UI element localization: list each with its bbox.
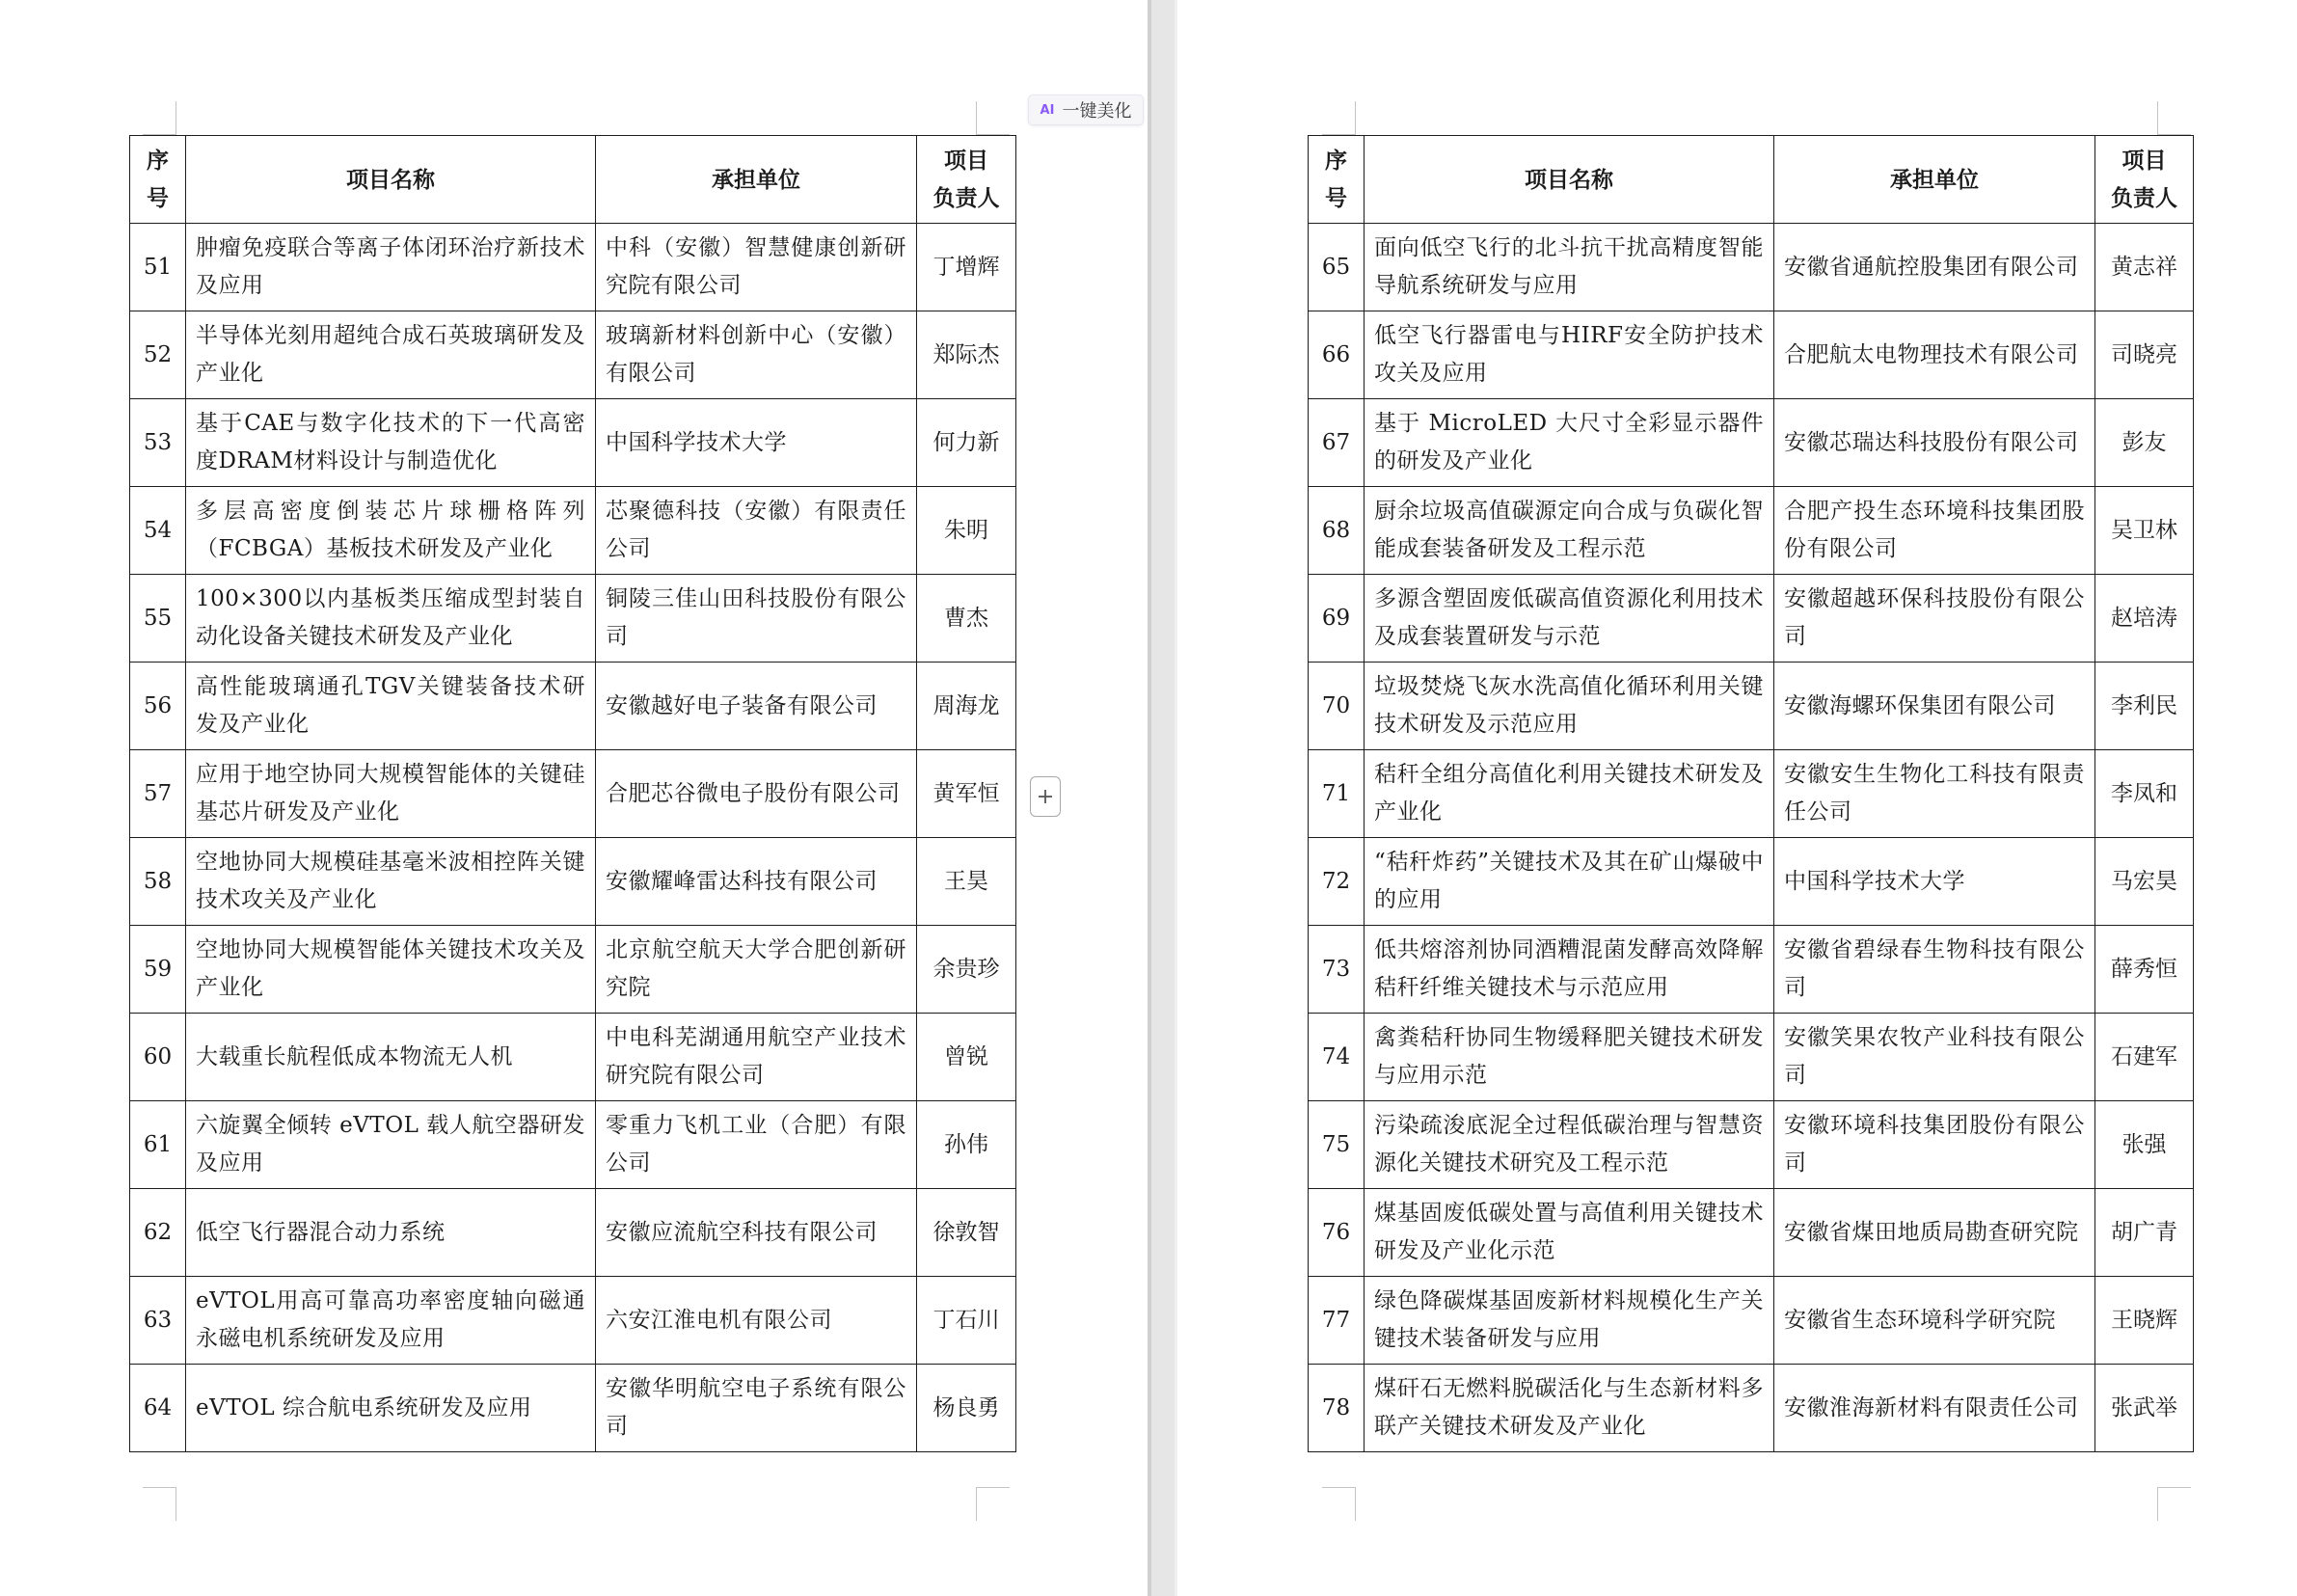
row-number: 69: [1309, 575, 1365, 663]
row-number: 63: [130, 1277, 186, 1365]
project-name-cell: 煤基固废低碳处置与高值利用关键技术研发及产业化示范: [1365, 1189, 1774, 1277]
row-number: 65: [1309, 224, 1365, 311]
add-row-button[interactable]: [1030, 776, 1061, 817]
table-row: [1309, 1101, 2194, 1189]
leader-cell: 李利民: [2095, 663, 2194, 750]
organization-cell: 安徽省通航控股集团有限公司: [1774, 224, 2095, 311]
row-number: 66: [1309, 311, 1365, 399]
header-project-name: 项目名称: [1365, 136, 1774, 224]
project-name-cell: 污染疏浚底泥全过程低碳治理与智慧资源化关键技术研究及工程示范: [1365, 1101, 1774, 1189]
row-number: 64: [130, 1365, 186, 1452]
organization-cell: 安徽环境科技集团股份有限公司: [1774, 1101, 2095, 1189]
table-row: [130, 487, 1016, 575]
leader-cell: 胡广青: [2095, 1189, 2194, 1277]
organization-cell: 安徽海螺环保集团有限公司: [1774, 663, 2095, 750]
row-number: 61: [130, 1101, 186, 1189]
header-index: 序 号: [1309, 136, 1365, 224]
table-header-row: [1309, 136, 2194, 224]
row-number: 60: [130, 1014, 186, 1101]
project-name-cell: 禽粪秸秆协同生物缓释肥关键技术研发与应用示范: [1365, 1014, 1774, 1101]
page-corner-mark: [143, 1487, 176, 1521]
row-number: 74: [1309, 1014, 1365, 1101]
organization-cell: 中科（安徽）智慧健康创新研究院有限公司: [596, 224, 917, 311]
table-row: [1309, 1277, 2194, 1365]
header-organization: 承担单位: [1774, 136, 2095, 224]
row-number: 55: [130, 575, 186, 663]
organization-cell: 安徽笑果农牧产业科技有限公司: [1774, 1014, 2095, 1101]
organization-cell: 合肥航太电物理技术有限公司: [1774, 311, 2095, 399]
organization-cell: 安徽芯瑞达科技股份有限公司: [1774, 399, 2095, 487]
project-name-cell: 基于 MicroLED 大尺寸全彩显示器件的研发及产业化: [1365, 399, 1774, 487]
organization-cell: 安徽淮海新材料有限责任公司: [1774, 1365, 2095, 1452]
header-organization: 承担单位: [596, 136, 917, 224]
leader-cell: 丁石川: [917, 1277, 1016, 1365]
row-number: 56: [130, 663, 186, 750]
leader-cell: 赵培涛: [2095, 575, 2194, 663]
project-name-cell: 秸秆全组分高值化利用关键技术研发及产业化: [1365, 750, 1774, 838]
row-number: 53: [130, 399, 186, 487]
table-row: [130, 575, 1016, 663]
row-number: 52: [130, 311, 186, 399]
project-name-cell: 应用于地空协同大规模智能体的关键硅基芯片研发及产业化: [186, 750, 596, 838]
project-name-cell: 面向低空飞行的北斗抗干扰高精度智能导航系统研发与应用: [1365, 224, 1774, 311]
leader-cell: 黄军恒: [917, 750, 1016, 838]
table-row: [1309, 1189, 2194, 1277]
organization-cell: 安徽超越环保科技股份有限公司: [1774, 575, 2095, 663]
table-row: [130, 1014, 1016, 1101]
organization-cell: 安徽省碧绿春生物科技有限公司: [1774, 926, 2095, 1014]
organization-cell: 零重力飞机工业（合肥）有限公司: [596, 1101, 917, 1189]
organization-cell: 中国科学技术大学: [1774, 838, 2095, 926]
leader-cell: 孙伟: [917, 1101, 1016, 1189]
organization-cell: 安徽华明航空电子系统有限公司: [596, 1365, 917, 1452]
table-row: [130, 838, 1016, 926]
row-number: 51: [130, 224, 186, 311]
project-table-right: [1308, 135, 2194, 1452]
table-row: [1309, 311, 2194, 399]
organization-cell: 安徽应流航空科技有限公司: [596, 1189, 917, 1277]
row-number: 76: [1309, 1189, 1365, 1277]
ai-icon: AI: [1040, 102, 1055, 118]
leader-cell: 徐敦智: [917, 1189, 1016, 1277]
organization-cell: 合肥芯谷微电子股份有限公司: [596, 750, 917, 838]
header-leader: 项目 负责人: [2095, 136, 2194, 224]
table-row: [130, 750, 1016, 838]
page-corner-mark: [143, 101, 176, 135]
organization-cell: 铜陵三佳山田科技股份有限公司: [596, 575, 917, 663]
table-row: [1309, 224, 2194, 311]
organization-cell: 安徽省生态环境科学研究院: [1774, 1277, 2095, 1365]
page-corner-mark: [2157, 101, 2191, 135]
page-corner-mark: [2157, 1487, 2191, 1521]
table-row: [130, 311, 1016, 399]
project-name-cell: 垃圾焚烧飞灰水洗高值化循环利用关键技术研发及示范应用: [1365, 663, 1774, 750]
organization-cell: 中电科芜湖通用航空产业技术研究院有限公司: [596, 1014, 917, 1101]
project-table-left: [129, 135, 1016, 1452]
table-row: [1309, 1014, 2194, 1101]
header-project-name: 项目名称: [186, 136, 596, 224]
table-header-row: [130, 136, 1016, 224]
header-leader: 项目 负责人: [917, 136, 1016, 224]
organization-cell: 安徽省煤田地质局勘查研究院: [1774, 1189, 2095, 1277]
project-name-cell: 基于CAE与数字化技术的下一代高密度DRAM材料设计与制造优化: [186, 399, 596, 487]
project-name-cell: 多源含塑固废低碳高值资源化利用技术及成套装置研发与示范: [1365, 575, 1774, 663]
organization-cell: 安徽安生生物化工科技有限责任公司: [1774, 750, 2095, 838]
leader-cell: 张武举: [2095, 1365, 2194, 1452]
page-corner-mark: [1322, 101, 1356, 135]
row-number: 72: [1309, 838, 1365, 926]
project-name-cell: 煤矸石无燃料脱碳活化与生态新材料多联产关键技术研发及产业化: [1365, 1365, 1774, 1452]
project-name-cell: 空地协同大规模硅基毫米波相控阵关键技术攻关及产业化: [186, 838, 596, 926]
row-number: 70: [1309, 663, 1365, 750]
row-number: 58: [130, 838, 186, 926]
organization-cell: 中国科学技术大学: [596, 399, 917, 487]
organization-cell: 六安江淮电机有限公司: [596, 1277, 917, 1365]
leader-cell: 王昊: [917, 838, 1016, 926]
table-row: [1309, 399, 2194, 487]
row-number: 71: [1309, 750, 1365, 838]
leader-cell: 吴卫林: [2095, 487, 2194, 575]
project-name-cell: 高性能玻璃通孔TGV关键装备技术研发及产业化: [186, 663, 596, 750]
project-name-cell: eVTOL用高可靠高功率密度轴向磁通永磁电机系统研发及应用: [186, 1277, 596, 1365]
project-name-cell: 低空飞行器雷电与HIRF安全防护技术攻关及应用: [1365, 311, 1774, 399]
table-body-left: [130, 224, 1016, 1452]
page-corner-mark: [1322, 1487, 1356, 1521]
page-corner-mark: [976, 101, 1010, 135]
row-number: 75: [1309, 1101, 1365, 1189]
page-corner-mark: [976, 1487, 1010, 1521]
document-page-left: [0, 0, 1148, 1596]
leader-cell: 余贵珍: [917, 926, 1016, 1014]
row-number: 59: [130, 926, 186, 1014]
row-number: 77: [1309, 1277, 1365, 1365]
organization-cell: 安徽越好电子装备有限公司: [596, 663, 917, 750]
project-name-cell: 厨余垃圾高值碳源定向合成与负碳化智能成套装备研发及工程示范: [1365, 487, 1774, 575]
table-row: [130, 926, 1016, 1014]
ai-beautify-button[interactable]: [1028, 95, 1144, 125]
table-body-right: [1309, 224, 2194, 1452]
project-name-cell: 大载重长航程低成本物流无人机: [186, 1014, 596, 1101]
leader-cell: 丁增辉: [917, 224, 1016, 311]
leader-cell: 朱明: [917, 487, 1016, 575]
table-row: [1309, 575, 2194, 663]
table-row: [130, 1365, 1016, 1452]
leader-cell: 彭友: [2095, 399, 2194, 487]
table-row: [1309, 1365, 2194, 1452]
leader-cell: 薛秀恒: [2095, 926, 2194, 1014]
plus-icon: [1037, 788, 1054, 805]
table-row: [130, 399, 1016, 487]
project-name-cell: 低空飞行器混合动力系统: [186, 1189, 596, 1277]
table-row: [130, 663, 1016, 750]
project-name-cell: 多层高密度倒装芯片球栅格阵列（FCBGA）基板技术研发及产业化: [186, 487, 596, 575]
row-number: 67: [1309, 399, 1365, 487]
leader-cell: 王晓辉: [2095, 1277, 2194, 1365]
row-number: 68: [1309, 487, 1365, 575]
table-row: [1309, 926, 2194, 1014]
row-number: 73: [1309, 926, 1365, 1014]
leader-cell: 周海龙: [917, 663, 1016, 750]
row-number: 57: [130, 750, 186, 838]
organization-cell: 安徽耀峰雷达科技有限公司: [596, 838, 917, 926]
leader-cell: 司晓亮: [2095, 311, 2194, 399]
table-row: [1309, 663, 2194, 750]
project-name-cell: 绿色降碳煤基固废新材料规模化生产关键技术装备研发与应用: [1365, 1277, 1774, 1365]
table-row: [130, 1277, 1016, 1365]
leader-cell: 曾锐: [917, 1014, 1016, 1101]
project-name-cell: 低共熔溶剂协同酒糟混菌发酵高效降解秸秆纤维关键技术与示范应用: [1365, 926, 1774, 1014]
table-row: [1309, 838, 2194, 926]
leader-cell: 张强: [2095, 1101, 2194, 1189]
page-gutter: [1148, 0, 1177, 1596]
project-name-cell: 半导体光刻用超纯合成石英玻璃研发及产业化: [186, 311, 596, 399]
row-number: 78: [1309, 1365, 1365, 1452]
table-row: [1309, 750, 2194, 838]
project-name-cell: 肿瘤免疫联合等离子体闭环治疗新技术及应用: [186, 224, 596, 311]
project-name-cell: “秸秆炸药”关键技术及其在矿山爆破中的应用: [1365, 838, 1774, 926]
ai-beautify-label: 一键美化: [1062, 101, 1132, 122]
row-number: 62: [130, 1189, 186, 1277]
organization-cell: 玻璃新材料创新中心（安徽）有限公司: [596, 311, 917, 399]
organization-cell: 合肥产投生态环境科技集团股份有限公司: [1774, 487, 2095, 575]
leader-cell: 杨良勇: [917, 1365, 1016, 1452]
leader-cell: 李凤和: [2095, 750, 2194, 838]
row-number: 54: [130, 487, 186, 575]
leader-cell: 石建军: [2095, 1014, 2194, 1101]
leader-cell: 郑际杰: [917, 311, 1016, 399]
table-row: [130, 1101, 1016, 1189]
header-index: 序 号: [130, 136, 186, 224]
project-name-cell: 空地协同大规模智能体关键技术攻关及产业化: [186, 926, 596, 1014]
leader-cell: 何力新: [917, 399, 1016, 487]
organization-cell: 北京航空航天大学合肥创新研究院: [596, 926, 917, 1014]
table-row: [130, 1189, 1016, 1277]
project-name-cell: eVTOL 综合航电系统研发及应用: [186, 1365, 596, 1452]
table-row: [130, 224, 1016, 311]
table-row: [1309, 487, 2194, 575]
leader-cell: 马宏昊: [2095, 838, 2194, 926]
project-name-cell: 六旋翼全倾转 eVTOL 载人航空器研发及应用: [186, 1101, 596, 1189]
document-page-right: [1177, 0, 2297, 1596]
project-name-cell: 100×300以内基板类压缩成型封装自动化设备关键技术研发及产业化: [186, 575, 596, 663]
leader-cell: 黄志祥: [2095, 224, 2194, 311]
leader-cell: 曹杰: [917, 575, 1016, 663]
organization-cell: 芯聚德科技（安徽）有限责任公司: [596, 487, 917, 575]
